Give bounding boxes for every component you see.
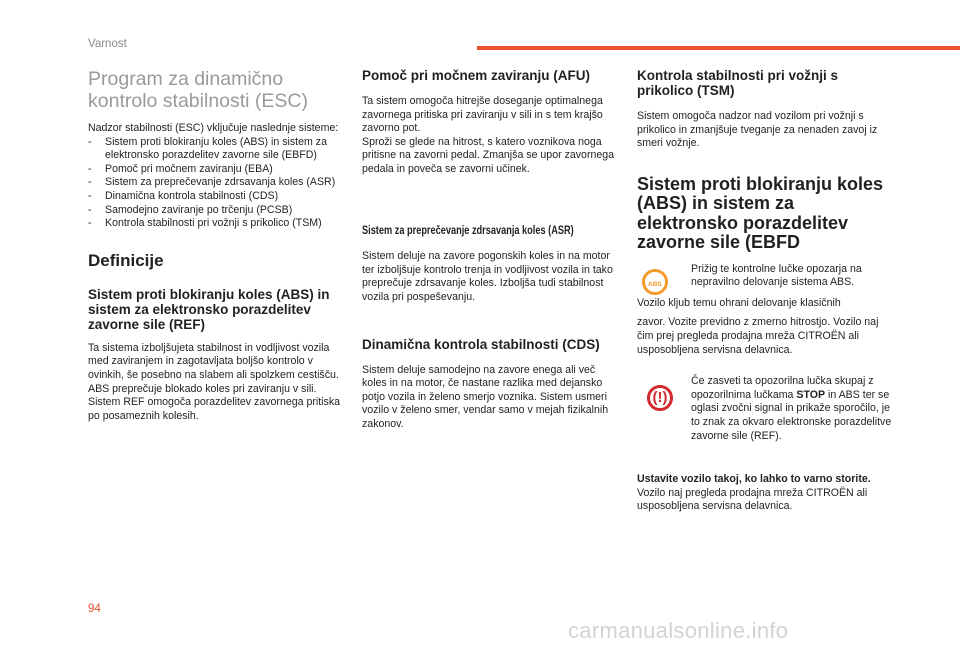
header-rule <box>477 46 960 50</box>
abs-ref-text: Sistem REF omogoča porazdelitev zavornega pritiska po posameznih kolesih. <box>88 396 341 422</box>
watermark: carmanualsonline.info <box>568 618 789 643</box>
abs-ref-text: ABS preprečuje blokado koles pri zaviranju v sili. <box>88 382 317 395</box>
abs-ref-text: Ta sistema izboljšujeta stabilnost in vodljivost vozila med zaviranjem in zagotavljata boljšo kontrolo v ovinkih, še posebno na slabem ali spolzkem cestišču. <box>88 341 339 381</box>
page-title: Program za dinamično kontrolo stabilnosti (ESC) <box>88 68 309 112</box>
abs-lamp-text: Vozilo kljub temu ohrani delovanje klasičnih <box>637 296 841 309</box>
list-item: - Sistem za preprečevanje zdrsavanja koles (ASR) <box>88 176 346 190</box>
abs-ebfd-heading: Sistem proti blokiranju koles (ABS) in sistem za elektronsko porazdelitev zavorne sile (EBFD <box>637 173 884 253</box>
tsm-heading: Kontrola stabilnosti pri vožnji s prikolico (TSM) <box>637 68 839 98</box>
abs-lamp-text: zavor. Vozite previdno z zmerno hitrostjo. Vozilo naj čim prej pregleda prodajna mreža CITROËN ali usposobljena servisna delavnica. <box>637 316 879 356</box>
intro-text: Nadzor stabilnosti (ESC) vključuje naslednje sisteme: <box>88 122 339 134</box>
list-item: - Sistem proti blokiranju koles (ABS) in sistem za elektronsko porazdelitev zavorne sile (EBFD) <box>88 136 346 163</box>
page-number: 94 <box>88 603 101 615</box>
column-3 <box>637 68 895 514</box>
section-label: Varnost <box>88 38 127 50</box>
afu-heading: Pomoč pri močnem zaviranju (AFU) <box>362 68 591 83</box>
ref-warning-block <box>637 375 895 459</box>
list-item: - Samodejno zaviranje po trčenju (PCSB) <box>88 204 346 218</box>
definitions-heading: Definicije <box>88 250 164 270</box>
column-1 <box>88 68 346 423</box>
stop-instruction: Ustavite vozilo takoj, ko lahko to varno storite. <box>637 473 871 486</box>
abs-ref-heading: Sistem proti blokiranju koles (ABS) in sistem za elektronsko porazdelitev zavorne sile (REF) <box>88 286 330 332</box>
cds-text: Sistem deluje samodejno na zavore enega ali več koles in na motor, če nastane razlika med dejansko potjo vozila in želeno smerjo voznika. Sistem usmeri vozilo v želeno smer, vendar samo v mejah fizikalnih zakonov. <box>362 363 609 430</box>
list-item: - Dinamična kontrola stabilnosti (CDS) <box>88 190 346 204</box>
tsm-text: Sistem omogoča nadzor nad vozilom pri vožnji s prikolico in zmanjšuje tveganje za nenaden zavoj iz smeri vožnje. <box>637 110 878 150</box>
ref-warning-text: Če zasveti ta opozorilna lučka skupaj z opozorilnima lučkama STOP in ABS ter se oglasi zvočni signal in prikaže sporočilo, je to znak za okvaro elektronske porazdelitve zavorne sile (REF). <box>691 375 892 442</box>
system-list <box>88 136 346 231</box>
brake-warning-icon <box>647 385 673 411</box>
list-item: - Pomoč pri močnem zaviranju (EBA) <box>88 163 346 177</box>
list-item: - Kontrola stabilnosti pri vožnji s prikolico (TSM) <box>88 217 346 231</box>
afu-text: Sproži se glede na hitrost, s katero voznikova noga pritisne na zavorni pedal. Zmanjša se upor zavornega pedala in poveča se zavorni učinek. <box>362 135 615 175</box>
service-text: Vozilo naj pregleda prodajna mreža CITROËN ali usposobljena servisna delavnica. <box>637 486 868 513</box>
abs-lamp-text: Prižig te kontrolne lučke opozarja na nepravilno delovanje sistema ABS. <box>691 262 862 289</box>
column-2 <box>362 68 620 432</box>
abs-warning-icon <box>642 269 668 295</box>
afu-text: Ta sistem omogoča hitrejše doseganje optimalnega zavornega pritiska pri zaviranju v sili in s tem krajšo zavorno pot. <box>362 95 603 135</box>
cds-heading: Dinamična kontrola stabilnosti (CDS) <box>362 336 600 352</box>
asr-heading: Sistem za preprečevanje zdrsavanja koles (ASR) <box>362 224 574 237</box>
brake-warning-label: (!) <box>652 389 668 407</box>
asr-text: Sistem deluje na zavore pogonskih koles in na motor ter izboljšuje kontrolo trenja in vodljivost vozila in tako preprečuje zdrsavanje koles. Izboljša tudi stabilnost vozila pri pospeševanju. <box>362 250 613 303</box>
abs-icon-label: ABS <box>648 280 662 288</box>
abs-lamp-block <box>637 263 895 295</box>
